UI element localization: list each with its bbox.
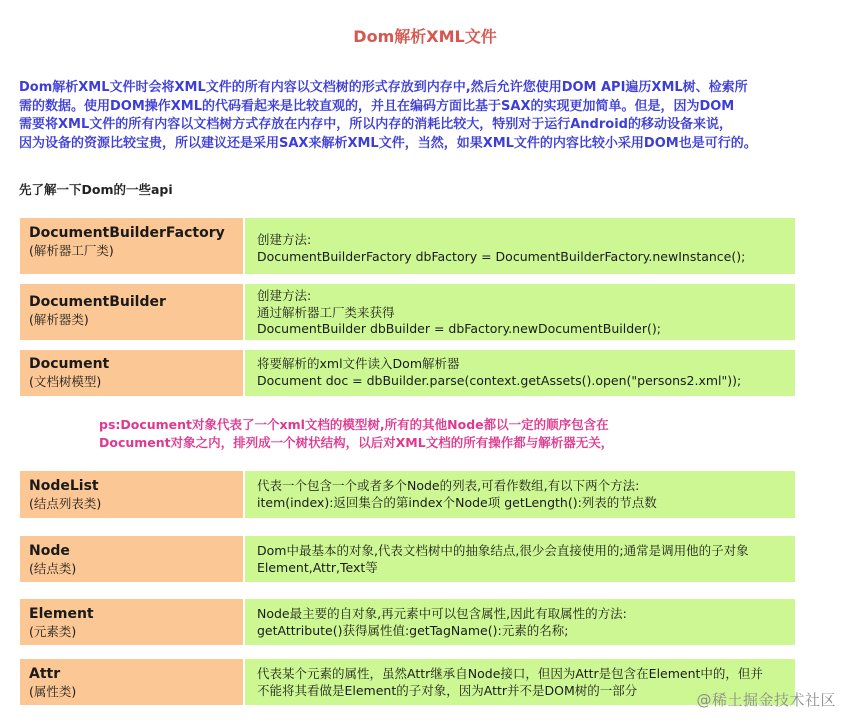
api-subtitle: (元素类) xyxy=(29,624,77,639)
intro-line: 因为设备的资源比较宝贵，所以建议还是采用SAX来解析XML文件，当然，如果XML文件的内容比较小采用DOM也是可行的。 xyxy=(19,135,757,151)
api-desc-line: Dom中最基本的对象,代表文档树中的抽象结点,很少会直接使用的;通常是调用他的子对象 xyxy=(257,543,749,558)
api-desc-line: item(index):返回集合的第index个Node项 getLength():列表的节点数 xyxy=(257,494,657,510)
api-desc-cell xyxy=(245,536,795,582)
api-desc-line: getAttribute()获得属性值:getTagName():元素的名称; xyxy=(257,622,569,638)
api-subtitle: (结点类) xyxy=(29,561,77,576)
api-name-cell xyxy=(20,284,245,340)
api-desc-line: Document doc = dbBuilder.parse(context.getAssets().open("persons2.xml")); xyxy=(257,372,742,388)
page-title: Dom解析XML文件 xyxy=(353,27,497,46)
note-line: Document对象之内，排列成一个树状结构，以后对XML文档的所有操作都与解析器无关， xyxy=(99,435,614,450)
api-desc-line: 代表某个元素的属性，虽然Attr继承自Node接口，但因为Attr是包含在Element中的，但并 xyxy=(257,666,763,681)
api-row-attr xyxy=(20,659,795,705)
intro-line: 需要将XML文件的所有内容以文档树方式存放在内存中，所以内存的消耗比较大，特别对于运行Android的移动设备来说， xyxy=(19,117,732,133)
api-desc-cell xyxy=(245,471,795,518)
api-desc-cell xyxy=(245,599,795,645)
api-desc-cell xyxy=(245,218,795,274)
api-name: Node xyxy=(29,543,70,559)
api-subtitle: (结点列表类) xyxy=(29,496,102,511)
api-subtitle: (文档树模型) xyxy=(29,374,102,389)
api-subtitle: (解析器类) xyxy=(29,312,89,327)
api-name-cell xyxy=(20,599,245,645)
api-name-cell xyxy=(20,350,245,396)
api-desc-cell xyxy=(245,284,795,340)
api-desc-line: DocumentBuilderFactory dbFactory = DocumentBuilderFactory.newInstance(); xyxy=(257,248,746,264)
api-subtitle: (属性类) xyxy=(29,684,77,699)
api-name: Element xyxy=(29,606,94,622)
api-desc-line: DocumentBuilder dbBuilder = dbFactory.newDocumentBuilder(); xyxy=(257,321,661,337)
api-desc-cell xyxy=(245,350,795,396)
api-desc-line: 代表一个包含一个或者多个Node的列表,可看作数组,有以下两个方法: xyxy=(257,478,640,493)
api-name: NodeList xyxy=(29,478,99,494)
api-desc-line: Node最主要的自对象,再元素中可以包含属性,因此有取属性的方法: xyxy=(257,606,627,621)
intro-line: 需的数据。使用DOM操作XML的代码看起来是比较直观的，并且在编码方面比基于SAX的实现更加简单。但是，因为DOM xyxy=(19,98,735,114)
api-name: DocumentBuilderFactory xyxy=(29,225,225,241)
api-row-documentbuilder xyxy=(20,284,795,340)
api-name-cell xyxy=(20,659,245,705)
api-name: Document xyxy=(29,356,110,372)
api-desc-line: 不能将其看做是Element的子对象，因为Attr并不是DOM树的一部分 xyxy=(257,682,638,698)
section-subheading: 先了解一下Dom的一些api xyxy=(19,182,173,197)
intro-line: Dom解析XML文件时会将XML文件的所有内容以文档树的形式存放到内存中,然后允许您使用DOM API遍历XML树、检索所 xyxy=(19,80,748,95)
note-line: ps:Document对象代表了一个xml文档的模型树,所有的其他Node都以一定的顺序包含在 xyxy=(99,417,609,432)
api-desc-line: 创建方法: xyxy=(257,232,312,247)
api-row-element xyxy=(20,599,795,645)
api-desc-line: 创建方法: xyxy=(257,288,312,303)
api-row-document xyxy=(20,350,795,396)
api-subtitle: (解析器工厂类) xyxy=(29,243,114,258)
intro-paragraph xyxy=(19,79,819,153)
api-name-cell xyxy=(20,471,245,518)
api-row-node xyxy=(20,536,795,582)
api-name-cell xyxy=(20,536,245,582)
api-desc-line: Element,Attr,Text等 xyxy=(257,559,378,575)
api-name-cell xyxy=(20,218,245,274)
watermark: @稀土掘金技术社区 xyxy=(696,691,836,709)
api-row-nodelist xyxy=(20,471,795,518)
ps-note xyxy=(99,416,613,452)
api-desc-line: 将要解析的xml文件读入Dom解析器 xyxy=(257,356,460,371)
api-name: Attr xyxy=(29,666,61,682)
api-name: DocumentBuilder xyxy=(29,294,166,310)
api-row-documentbuilderfactory xyxy=(20,218,795,274)
api-desc-line: 通过解析器工厂类来获得 xyxy=(257,304,395,320)
